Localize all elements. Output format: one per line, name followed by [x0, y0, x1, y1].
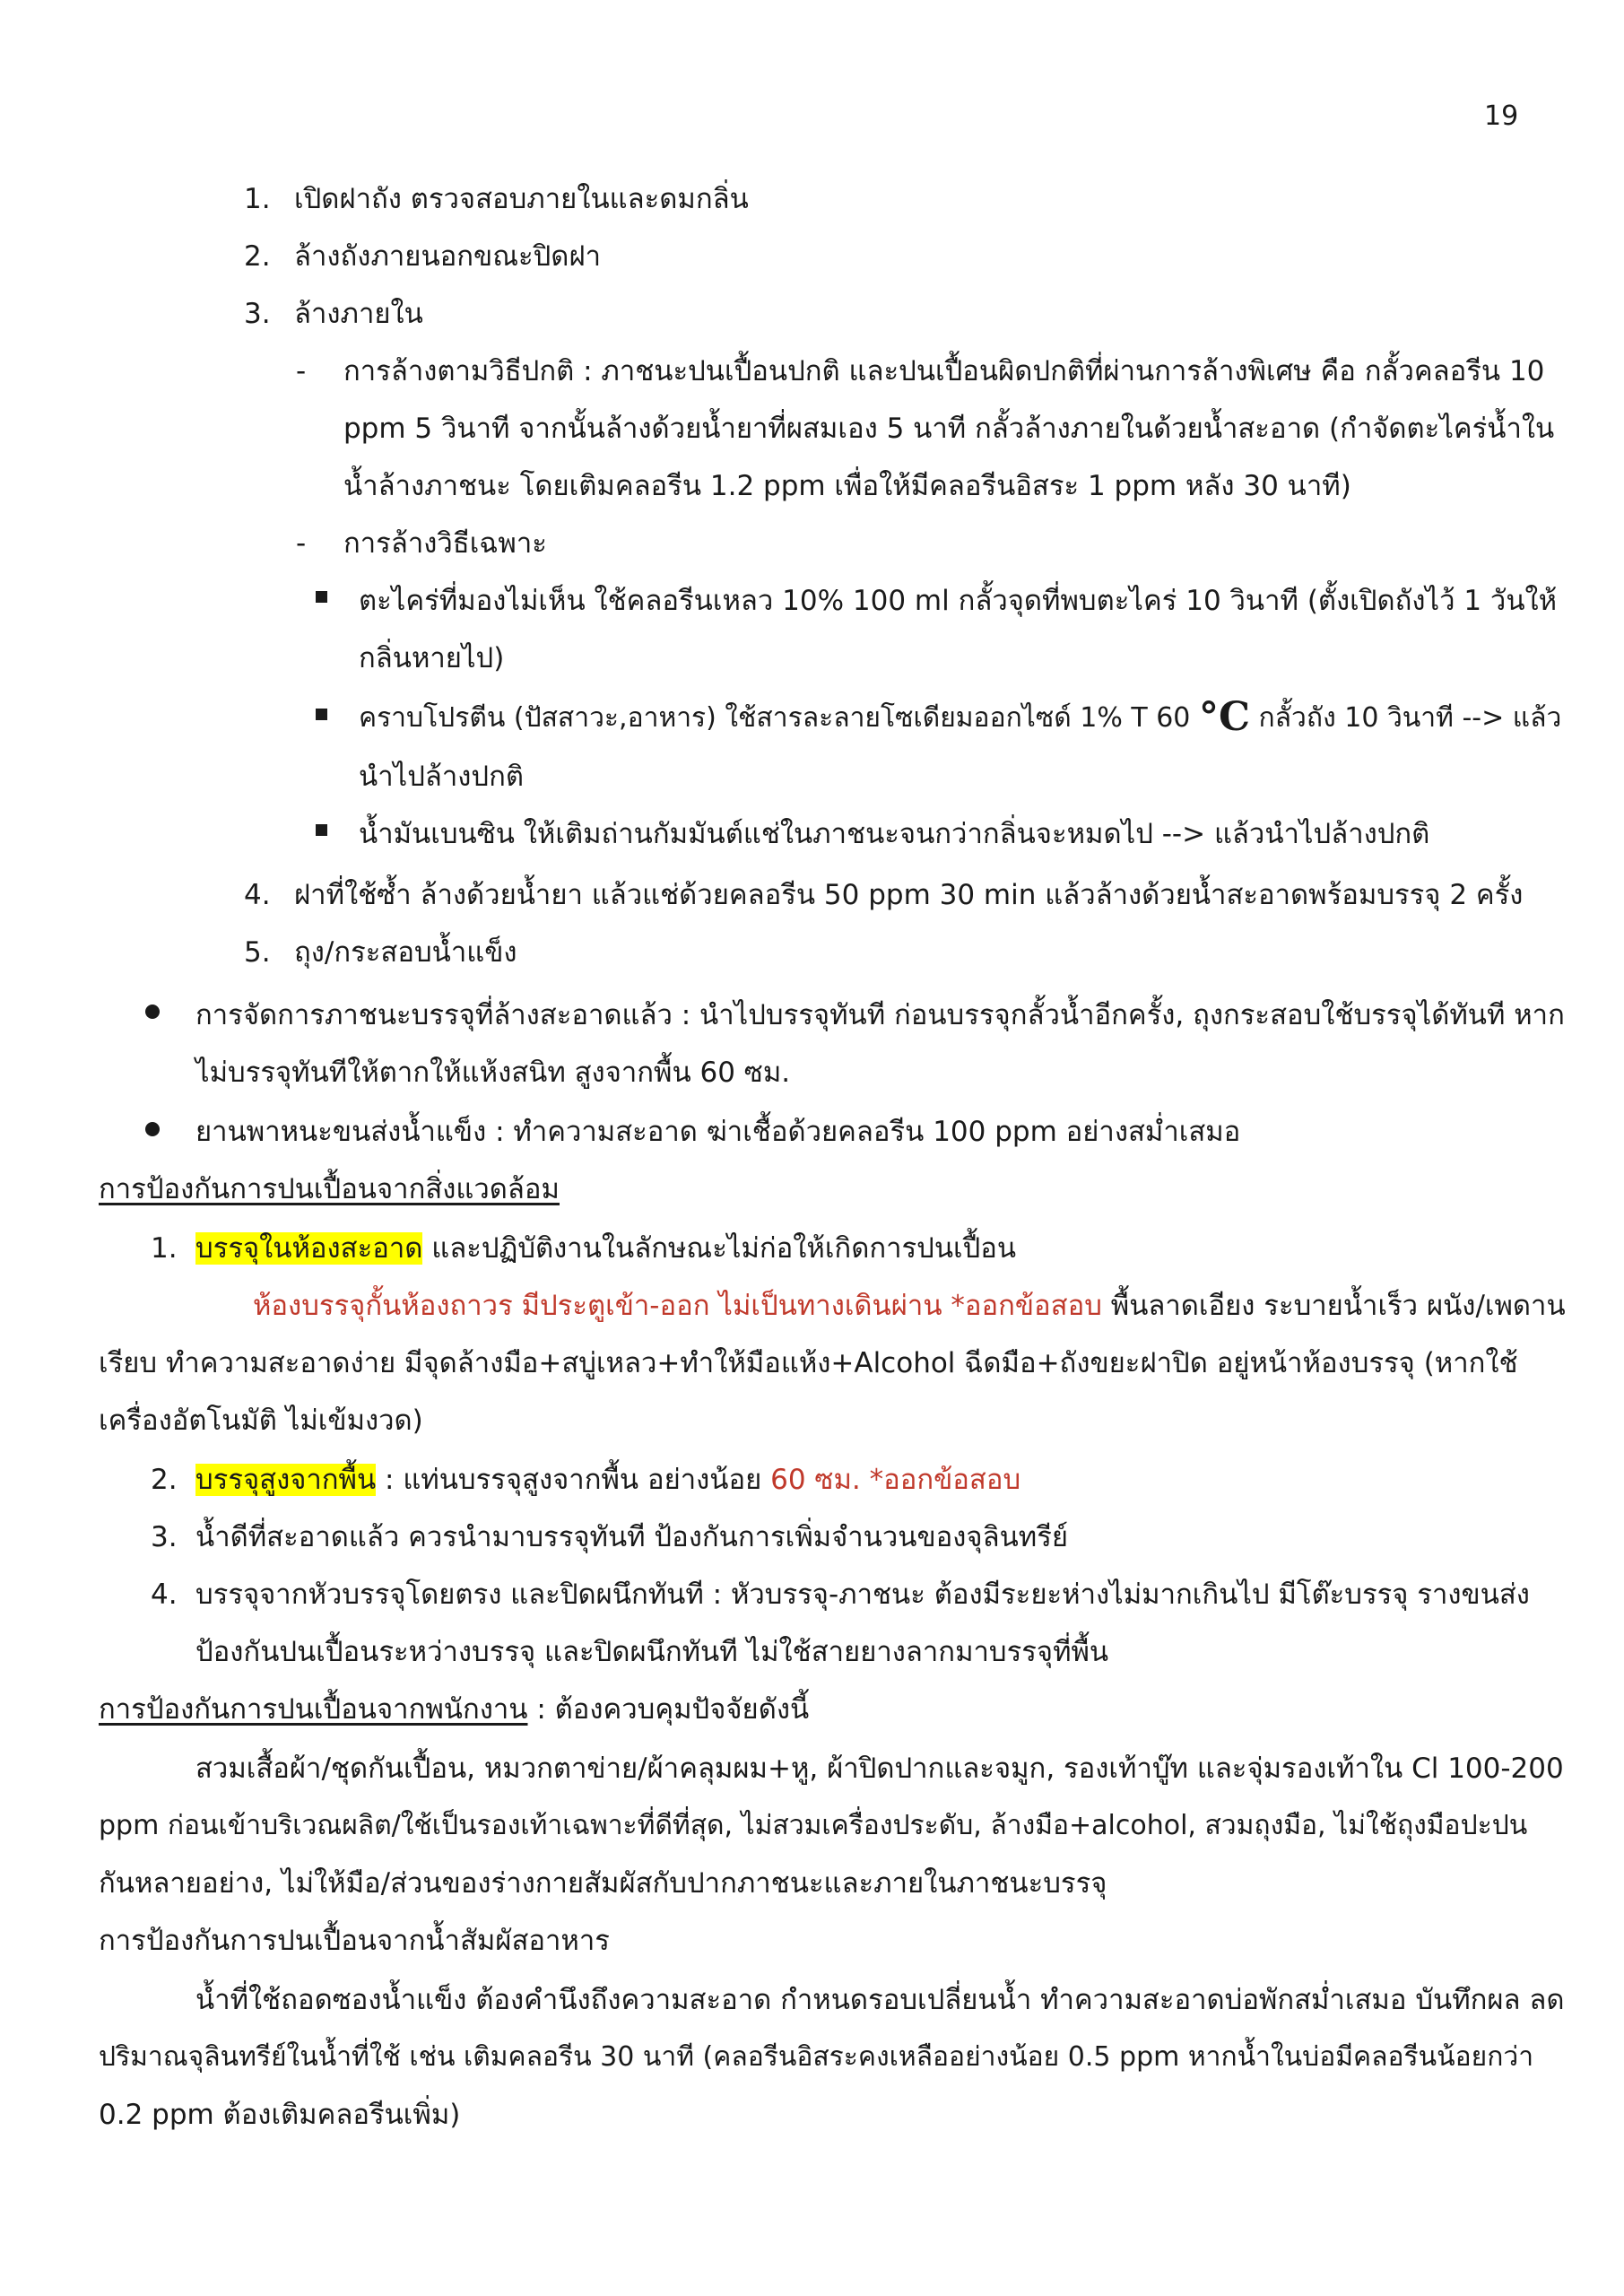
body-line: เรียบ ทำความสะอาดง่าย มีจุดล้างมือ+สบู่เหลว+ทำให้มือแห้ง+Alcohol ฉีดมือ+ถังขยะฝาปิด อยู่หน้าห้องบรรจุ (หากใช้: [99, 1347, 1518, 1379]
section-heading: การป้องกันการปนเปื้อนจากสิ่งแวดล้อม: [99, 1173, 560, 1205]
list-item: ป้องกันปนเปื้อนระหว่างบรรจุ และปิดผนึกทันที ไม่ใช้สายยางลากมาบรรจุที่พื้น: [195, 1636, 1109, 1668]
highlighted-text: บรรจุในห้องสะอาด: [195, 1232, 423, 1265]
bullet-line: น้ำมันเบนซิน ให้เติมถ่านกัมมันต์แช่ในภาชนะจนกว่ากลิ่นจะหมดไป --> แล้วนำไปล้างปกติ: [359, 818, 1430, 850]
bullet-line: ตะไคร่ที่มองไม่เห็น ใช้คลอรีนเหลว 10% 100 ml กลั้วจุดที่พบตะไคร่ 10 วินาที (ตั้งเปิดถังไว้ 1 วันให้: [359, 585, 1558, 617]
list-item: ล้างภายใน: [294, 298, 423, 330]
bullet-text: คราบโปรตีน (ปัสสาวะ,อาหาร) ใช้สารละลายโซเดียมออกไซด์ 1% T 60: [359, 702, 1199, 734]
bullet-text: กลั้วถัง 10 วินาที --> แล้ว: [1249, 702, 1562, 734]
list-number: 5.: [244, 936, 271, 969]
bullet-line: [359, 694, 1562, 740]
list-item: ล้างถังภายนอกขณะปิดฝา: [294, 240, 602, 273]
body-line: เครื่องอัตโนมัติ ไม่เข้มงวด): [99, 1405, 423, 1437]
bullet-line: การจัดการภาชนะบรรจุที่ล้างสะอาดแล้ว : นำไปบรรจุทันที ก่อนบรรจุกลั้วน้ำอีกครั้ง, ถุงกระสอบใช้บรรจุได้ทันที หาก: [195, 999, 1565, 1031]
item-text: พื้นลาดเอียง ระบายน้ำเร็ว ผนัง/เพดาน: [1101, 1290, 1566, 1322]
list-item: น้ำดีที่สะอาดแล้ว ควรนำมาบรรจุทันที ป้องกันการเพิ่มจำนวนของจุลินทรีย์: [195, 1521, 1069, 1553]
body-line: สวมเสื้อผ้า/ชุดกันเปื้อน, หมวกตาข่าย/ผ้าคลุมผม+หู, ผ้าปิดปากและจมูก, รองเท้าบู๊ท และจุ่มรองเท้าใน Cl 100-200: [195, 1752, 1564, 1785]
body-line: น้ำที่ใช้ถอดซองน้ำแข็ง ต้องคำนึงถึงความสะอาด กำหนดรอบเปลี่ยนน้ำ ทำความสะอาดบ่อพักสม่ำเสมอ บันทึกผล ลด: [195, 1984, 1565, 2016]
body-line: กันหลายอย่าง, ไม่ให้มือ/ส่วนของร่างกายสัมผัสกับปากภาชนะและภายในภาชนะบรรจุ: [99, 1867, 1107, 1900]
celsius-unit: °C: [1198, 694, 1250, 740]
dash-marker: -: [296, 355, 307, 387]
list-item: บรรจุจากหัวบรรจุโดยตรง และปิดผนึกทันที : หัวบรรจุ-ภาชนะ ต้องมีระยะห่างไม่มากเกินไป มีโต๊ะบรรจุ รางขนส่ง: [195, 1578, 1530, 1611]
list-number: 1.: [244, 183, 271, 215]
square-bullet-icon: [316, 591, 327, 603]
bullet-line: กลิ่นหายไป): [359, 642, 505, 674]
bullet-line: ไม่บรรจุทันทีให้ตากให้แห้งสนิท สูงจากพื้น 60 ซม.: [195, 1057, 791, 1089]
square-bullet-icon: [316, 824, 327, 836]
page-number: 19: [1484, 100, 1519, 132]
section-heading: การป้องกันการปนเปื้อนจากพนักงาน: [99, 1693, 528, 1726]
body-line: ปริมาณจุลินทรีย์ในน้ำที่ใช้ เช่น เติมคลอรีน 30 นาที (คลอรีนอิสระคงเหลืออย่างน้อย 0.5 ppm หากน้ำในบ่อมีคลอรีนน้อยกว่า: [99, 2041, 1534, 2073]
round-bullet-icon: [145, 1122, 160, 1136]
item-text: และปฏิบัติงานในลักษณะไม่ก่อให้เกิดการปนเปื้อน: [422, 1232, 1017, 1265]
list-item: [195, 1229, 1016, 1268]
list-item: ฝาที่ใช้ซ้ำ ล้างด้วยน้ำยา แล้วแช่ด้วยคลอรีน 50 ppm 30 min แล้วล้างด้วยน้ำสะอาดพร้อมบรรจุ 2 ครั้ง: [294, 879, 1524, 911]
bullet-line: ยานพาหนะขนส่งน้ำแข็ง : ทำความสะอาด ฆ่าเชื้อด้วยคลอรีน 100 ppm อย่างสม่ำเสมอ: [195, 1116, 1241, 1148]
emphasis-text: 60 ซม. *ออกข้อสอบ: [770, 1464, 1021, 1496]
sub-item-line: การล้างตามวิธีปกติ : ภาชนะปนเปื้อนปกติ และปนเปื้อนผิดปกติที่ผ่านการล้างพิเศษ คือ กลั้วคลอรีน 10: [343, 355, 1545, 387]
list-number: 4.: [244, 879, 271, 911]
list-number: 4.: [151, 1578, 178, 1611]
list-item: ถุง/กระสอบน้ำแข็ง: [294, 936, 517, 969]
highlighted-text: บรรจุสูงจากพื้น: [195, 1464, 377, 1496]
sub-item-line: น้ำล้างภาชนะ โดยเติมคลอรีน 1.2 ppm เพื่อให้มีคลอรีนอิสระ 1 ppm หลัง 30 นาที): [343, 470, 1351, 502]
list-number: 3.: [151, 1521, 178, 1553]
heading-text: : ต้องควบคุมปัจจัยดังนี้: [527, 1693, 810, 1726]
list-number: 1.: [151, 1232, 178, 1265]
list-item: เปิดฝาถัง ตรวจสอบภายในและดมกลิ่น: [294, 183, 749, 215]
item-text: : แท่นบรรจุสูงจากพื้น อย่างน้อย: [376, 1464, 771, 1496]
list-number: 2.: [151, 1464, 178, 1496]
list-number: 2.: [244, 240, 271, 273]
list-item: [195, 1460, 1020, 1500]
dash-marker: -: [296, 527, 307, 560]
body-line: ppm ก่อนเข้าบริเวณผลิต/ใช้เป็นรองเท้าเฉพาะที่ดีที่สุด, ไม่สวมเครื่องประดับ, ล้างมือ+alcohol, สวมถุงมือ, ไม่ใช้ถุงมือปะปน: [99, 1810, 1528, 1841]
square-bullet-icon: [316, 709, 327, 720]
bullet-line: นำไปล้างปกติ: [359, 761, 524, 793]
round-bullet-icon: [145, 1004, 160, 1019]
body-line: [253, 1286, 1566, 1326]
sub-item-line: การล้างวิธีเฉพาะ: [343, 527, 547, 560]
list-number: 3.: [244, 298, 271, 330]
body-line: 0.2 ppm ต้องเติมคลอรีนเพิ่ม): [99, 2099, 461, 2131]
section-heading-line: [99, 1690, 809, 1729]
sub-item-line: ppm 5 วินาที จากนั้นล้างด้วยน้ำยาที่ผสมเอง 5 นาที กลั้วล้างภายในด้วยน้ำสะอาด (กำจัดตะไคร่น้ำใน: [343, 413, 1555, 445]
section-heading: การป้องกันการปนเปื้อนจากน้ำสัมผัสอาหาร: [99, 1925, 610, 1957]
emphasis-text: ห้องบรรจุกั้นห้องถาวร มีประตูเข้า-ออก ไม่เป็นทางเดินผ่าน *ออกข้อสอบ: [253, 1290, 1102, 1322]
